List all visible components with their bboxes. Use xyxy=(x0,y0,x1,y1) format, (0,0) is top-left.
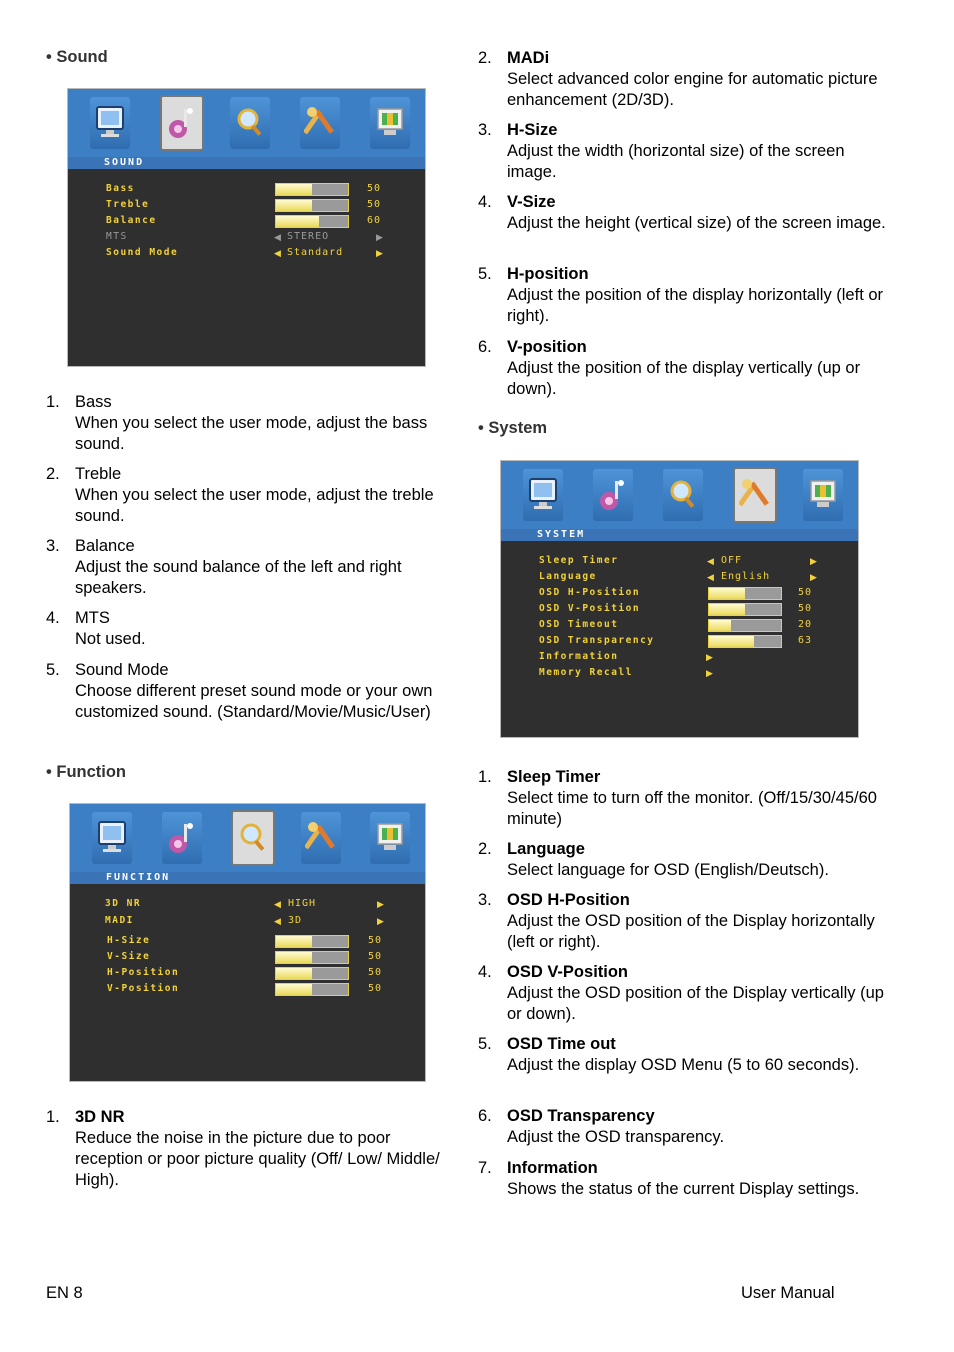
osd-level-bar xyxy=(708,619,782,632)
sound-osd-screenshot xyxy=(67,88,426,367)
osd-level-bar xyxy=(275,967,349,980)
item-number: 6. xyxy=(478,1107,492,1125)
item-number: 3. xyxy=(478,891,492,909)
osd-level-bar xyxy=(275,935,349,948)
osd-setting-label: OSD Transparency xyxy=(539,635,655,646)
osd-setting-value: 20 xyxy=(798,619,813,630)
function-osd-screenshot xyxy=(69,803,426,1082)
osd-level-bar xyxy=(275,215,349,228)
section-heading-sound: • Sound xyxy=(46,48,108,66)
item-number: 3. xyxy=(46,537,60,555)
osd-tab-monitor-icon xyxy=(523,469,563,521)
osd-right-arrow-icon: ▶ xyxy=(706,668,713,678)
section-heading-system: • System xyxy=(478,419,548,437)
osd-level-bar xyxy=(708,587,782,600)
osd-option-value: HIGH xyxy=(288,898,317,909)
osd-level-fill xyxy=(709,588,745,599)
osd-tab-tools-icon xyxy=(301,812,341,864)
osd-level-bar xyxy=(275,983,349,996)
item-number: 5. xyxy=(46,661,60,679)
osd-left-arrow-icon: ◀ xyxy=(274,248,281,258)
item-number: 6. xyxy=(478,338,492,356)
osd-option-value: STEREO xyxy=(287,231,330,242)
item-title: Language xyxy=(507,840,585,858)
item-description: Adjust the position of the display vertically (up or down). xyxy=(507,359,861,398)
osd-icon-bar xyxy=(68,89,425,157)
item-title: OSD Time out xyxy=(507,1035,616,1053)
osd-option-label: MTS xyxy=(106,231,128,242)
item-number: 3. xyxy=(478,121,492,139)
osd-level-fill xyxy=(276,184,312,195)
osd-option-label: Sound Mode xyxy=(106,247,179,258)
osd-level-bar xyxy=(708,603,782,616)
osd-menu-label: Information xyxy=(539,651,619,662)
item-description: Adjust the OSD position of the Display horizontally (left or right). xyxy=(507,912,875,951)
item-title: Sleep Timer xyxy=(507,768,601,786)
item-number: 7. xyxy=(478,1159,492,1177)
osd-setting-label: H-Size xyxy=(107,935,151,946)
osd-setting-label: H-Position xyxy=(107,967,180,978)
osd-tab-display-icon xyxy=(803,469,843,521)
osd-tab-sound-icon xyxy=(593,469,633,521)
osd-setting-label: OSD Timeout xyxy=(539,619,619,630)
item-number: 4. xyxy=(478,193,492,211)
item-description: Not used. xyxy=(75,630,146,648)
osd-title-bar xyxy=(68,157,425,169)
osd-tab-search-icon xyxy=(663,469,703,521)
item-description: Select time to turn off the monitor. (Off/15/30/45/60 minute) xyxy=(507,789,877,828)
osd-setting-value: 50 xyxy=(368,935,383,946)
item-title: Bass xyxy=(75,393,112,411)
osd-level-fill xyxy=(709,620,731,631)
item-title: Information xyxy=(507,1159,598,1177)
osd-left-arrow-icon: ◀ xyxy=(707,572,714,582)
item-number: 1. xyxy=(46,393,60,411)
osd-setting-value: 50 xyxy=(798,587,813,598)
item-number: 1. xyxy=(478,768,492,786)
item-title: MTS xyxy=(75,609,110,627)
item-number: 1. xyxy=(46,1108,60,1126)
osd-title: FUNCTION xyxy=(106,872,171,883)
osd-tab-tools-icon xyxy=(300,97,340,149)
osd-right-arrow-icon: ▶ xyxy=(706,652,713,662)
osd-setting-value: 63 xyxy=(798,635,813,646)
item-description: Shows the status of the current Display settings. xyxy=(507,1180,860,1198)
item-number: 5. xyxy=(478,1035,492,1053)
osd-icon-bar xyxy=(501,461,858,529)
osd-level-bar xyxy=(708,635,782,648)
item-number: 2. xyxy=(478,840,492,858)
osd-title-bar xyxy=(70,872,425,884)
item-title: Balance xyxy=(75,537,135,555)
osd-level-bar xyxy=(275,183,349,196)
osd-setting-value: 50 xyxy=(798,603,813,614)
osd-left-arrow-icon: ◀ xyxy=(274,232,281,242)
item-title: OSD Transparency xyxy=(507,1107,655,1125)
item-description: Select advanced color engine for automatic picture enhancement (2D/3D). xyxy=(507,70,878,109)
osd-option-label: Language xyxy=(539,571,597,582)
osd-option-label: 3D NR xyxy=(105,898,142,909)
osd-left-arrow-icon: ◀ xyxy=(274,899,281,909)
osd-tab-sound-icon xyxy=(160,95,204,151)
item-title: OSD H-Position xyxy=(507,891,630,909)
osd-setting-value: 50 xyxy=(367,183,382,194)
item-description: Adjust the sound balance of the left and right speakers. xyxy=(75,558,402,597)
osd-right-arrow-icon: ▶ xyxy=(377,899,384,909)
osd-setting-value: 50 xyxy=(368,951,383,962)
item-title: H-Size xyxy=(507,121,558,139)
osd-setting-label: OSD V-Position xyxy=(539,603,641,614)
section-heading-function: • Function xyxy=(46,763,127,781)
osd-level-fill xyxy=(709,636,754,647)
item-title: MADi xyxy=(507,49,550,67)
osd-setting-value: 50 xyxy=(367,199,382,210)
item-title: Treble xyxy=(75,465,122,483)
osd-level-fill xyxy=(276,968,312,979)
osd-setting-value: 50 xyxy=(368,983,383,994)
osd-tab-monitor-icon xyxy=(92,812,132,864)
osd-level-fill xyxy=(709,604,745,615)
osd-level-fill xyxy=(276,216,319,227)
osd-tab-display-icon xyxy=(370,812,410,864)
osd-level-bar xyxy=(275,199,349,212)
item-description: Adjust the OSD transparency. xyxy=(507,1128,725,1146)
osd-setting-label: V-Position xyxy=(107,983,180,994)
item-title: V-Size xyxy=(507,193,556,211)
item-description: When you select the user mode, adjust the treble sound. xyxy=(75,486,434,525)
osd-right-arrow-icon: ▶ xyxy=(810,572,817,582)
osd-setting-label: Treble xyxy=(106,199,150,210)
item-description: When you select the user mode, adjust the bass sound. xyxy=(75,414,428,453)
osd-tab-tools-icon xyxy=(733,467,777,523)
item-description: Adjust the position of the display horizontally (left or right). xyxy=(507,286,884,325)
osd-level-fill xyxy=(276,984,312,995)
osd-level-fill xyxy=(276,936,312,947)
item-title: 3D NR xyxy=(75,1108,125,1126)
footer-title: User Manual xyxy=(741,1284,835,1302)
system-osd-screenshot xyxy=(500,460,859,738)
osd-option-label: Sleep Timer xyxy=(539,555,619,566)
osd-setting-label: OSD H-Position xyxy=(539,587,641,598)
osd-setting-label: V-Size xyxy=(107,951,151,962)
osd-level-fill xyxy=(276,200,312,211)
osd-title: SOUND xyxy=(104,157,145,168)
item-number: 4. xyxy=(46,609,60,627)
osd-title: SYSTEM xyxy=(537,529,586,540)
osd-setting-label: Bass xyxy=(106,183,135,194)
osd-level-fill xyxy=(276,952,312,963)
page-number: EN 8 xyxy=(46,1284,83,1302)
osd-left-arrow-icon: ◀ xyxy=(707,556,714,566)
item-description: Adjust the height (vertical size) of the screen image. xyxy=(507,214,886,232)
osd-tab-search-icon xyxy=(231,810,275,866)
item-title: OSD V-Position xyxy=(507,963,629,981)
osd-option-value: English xyxy=(721,571,771,582)
item-description: Choose different preset sound mode or your own customized sound. (Standard/Movie/Music/User) xyxy=(75,682,433,721)
osd-menu-label: Memory Recall xyxy=(539,667,633,678)
osd-right-arrow-icon: ▶ xyxy=(376,232,383,242)
item-title: Sound Mode xyxy=(75,661,169,679)
item-number: 2. xyxy=(46,465,60,483)
item-title: V-position xyxy=(507,338,587,356)
osd-option-value: OFF xyxy=(721,555,743,566)
item-number: 4. xyxy=(478,963,492,981)
item-number: 2. xyxy=(478,49,492,67)
item-number: 5. xyxy=(478,265,492,283)
osd-left-arrow-icon: ◀ xyxy=(274,916,281,926)
osd-setting-label: Balance xyxy=(106,215,157,226)
item-description: Select language for OSD (English/Deutsch). xyxy=(507,861,829,879)
osd-option-value: 3D xyxy=(288,915,303,926)
osd-right-arrow-icon: ▶ xyxy=(377,916,384,926)
osd-level-bar xyxy=(275,951,349,964)
item-description: Reduce the noise in the picture due to poor reception or poor picture quality (Off/ Low/ Middle/ High). xyxy=(75,1129,440,1189)
osd-tab-search-icon xyxy=(230,97,270,149)
osd-option-label: MADI xyxy=(105,915,134,926)
osd-setting-value: 60 xyxy=(367,215,382,226)
osd-setting-value: 50 xyxy=(368,967,383,978)
item-title: H-position xyxy=(507,265,589,283)
osd-option-value: Standard xyxy=(287,247,344,258)
osd-icon-bar xyxy=(70,804,425,872)
osd-right-arrow-icon: ▶ xyxy=(810,556,817,566)
osd-title-bar xyxy=(501,529,858,541)
item-description: Adjust the display OSD Menu (5 to 60 seconds). xyxy=(507,1056,860,1074)
osd-tab-display-icon xyxy=(370,97,410,149)
osd-tab-monitor-icon xyxy=(90,97,130,149)
osd-tab-sound-icon xyxy=(162,812,202,864)
item-description: Adjust the OSD position of the Display vertically (up or down). xyxy=(507,984,884,1023)
item-description: Adjust the width (horizontal size) of the screen image. xyxy=(507,142,845,181)
osd-right-arrow-icon: ▶ xyxy=(376,248,383,258)
